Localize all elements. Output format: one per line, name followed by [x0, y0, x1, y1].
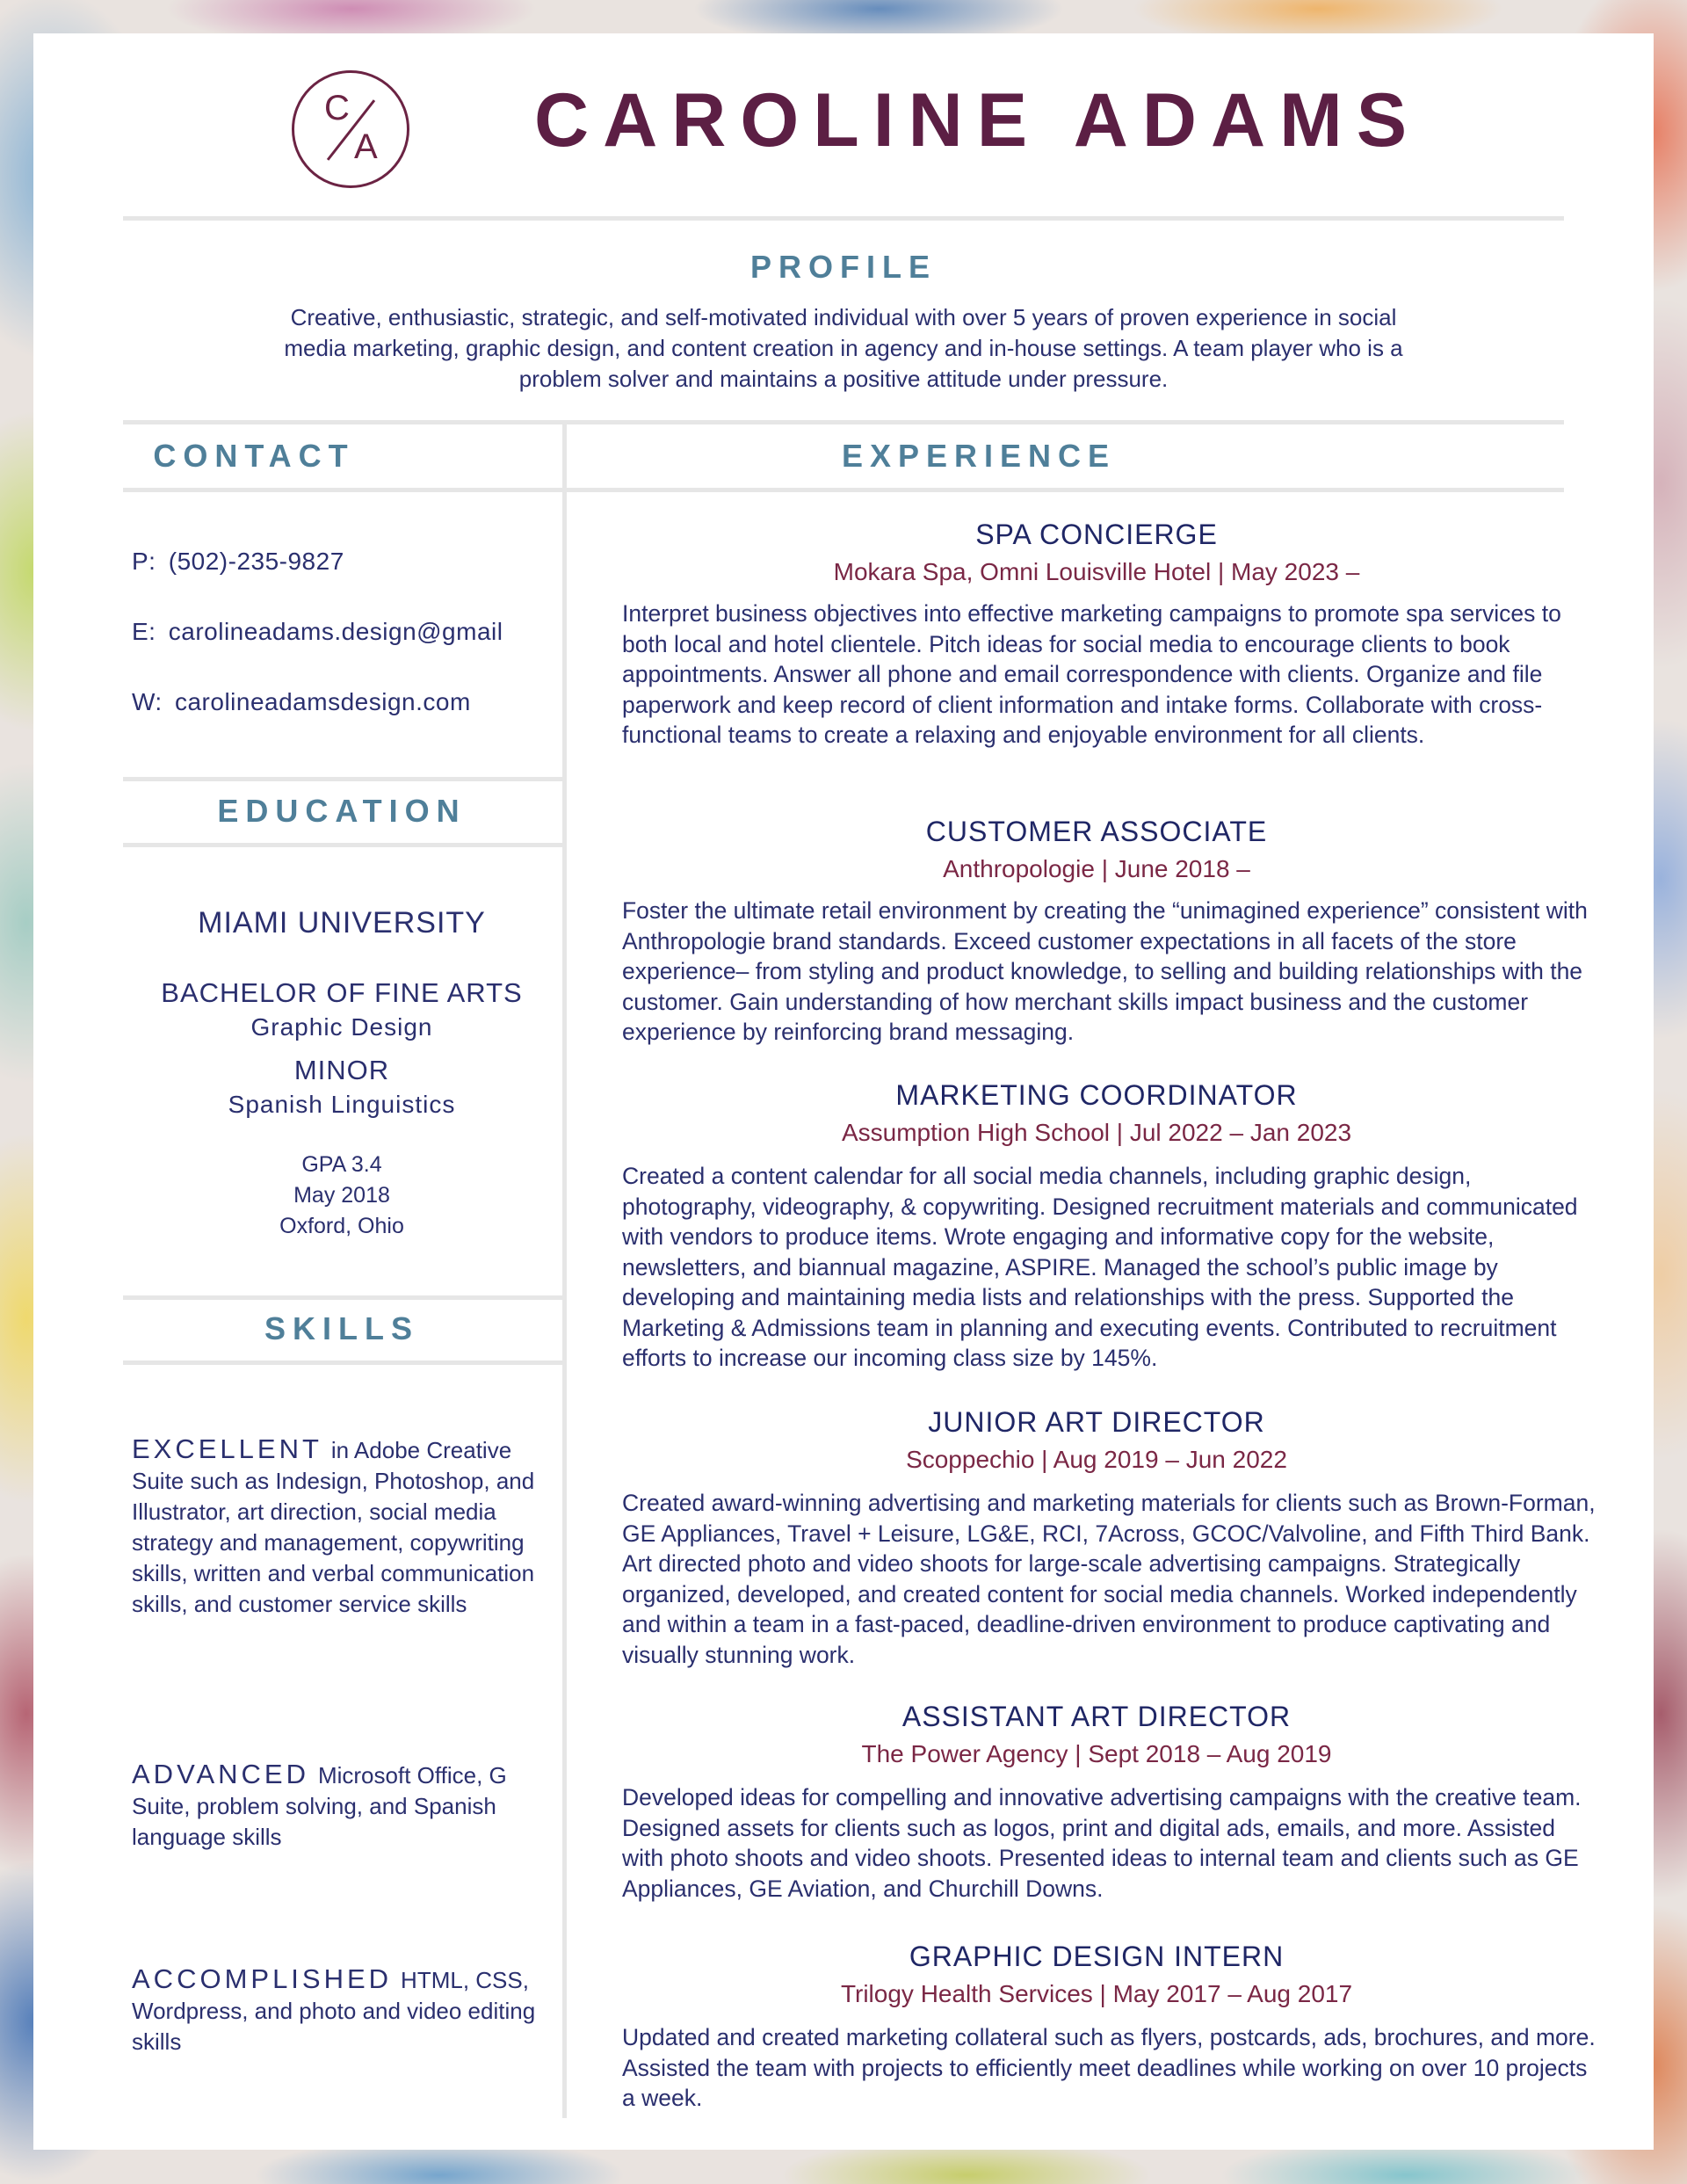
job-meta: Assumption High School | Jul 2022 – Jan 2023: [841, 1119, 1352, 1146]
skill-level: ADVANCED: [132, 1759, 309, 1789]
education-heading: EDUCATION: [217, 793, 467, 829]
job-title: SPA CONCIERGE: [975, 519, 1218, 550]
skills-heading: SKILLS: [264, 1310, 419, 1346]
education-date: May 2018: [293, 1183, 390, 1208]
education-minor-label: MINOR: [293, 1055, 390, 1085]
job-title: ASSISTANT ART DIRECTOR: [901, 1701, 1292, 1732]
profile-text: Creative, enthusiastic, strategic, and self-motivated individual with over 5 years of proven experience in social media marketing, graphic design, and content creation in agency and in-house settings. A team player who is a problem solver and maintains a positive attitude under pressure.: [284, 304, 1403, 392]
skill-item: [132, 1963, 554, 2057]
email-value: carolineadams.design@gmail: [168, 618, 503, 645]
education-school: MIAMI UNIVERSITY: [198, 906, 486, 940]
job-meta: Mokara Spa, Omni Louisville Hotel | May 2023 –: [833, 558, 1360, 585]
job-meta: Scoppechio | Aug 2019 – Jun 2022: [906, 1446, 1287, 1473]
monogram-letter-c: C: [324, 89, 350, 127]
skill-text: in Adobe Creative Suite such as Indesign, Photoshop, and Illustrator, art direction, social media strategy and management, copywriting skills, written and verbal communication skills, and customer service skills: [132, 1437, 535, 1617]
contact-heading: CONTACT: [153, 438, 355, 474]
education-location: Oxford, Ohio: [279, 1214, 404, 1238]
skill-item: [132, 1433, 554, 1620]
job-description: Updated and created marketing collateral such as flyers, postcards, ads, brochures, and more. Assisted the team with projects to efficiently meet deadlines while working on over 10 projects a week.: [622, 2024, 1596, 2111]
skill-text: HTML, CSS, Wordpress, and photo and video editing skills: [132, 1967, 536, 2055]
monogram-logo: [292, 70, 409, 188]
divider: [123, 488, 1564, 492]
education-minor: Spanish Linguistics: [228, 1091, 456, 1118]
profile-heading: PROFILE: [749, 249, 937, 285]
contact-web: [132, 688, 471, 716]
email-label: E:: [132, 618, 156, 645]
contact-email: [132, 618, 503, 646]
web-label: W:: [132, 688, 163, 715]
divider: [123, 420, 1564, 424]
skill-level: EXCELLENT: [132, 1433, 322, 1464]
job-description: Interpret business objectives into effective marketing campaigns to promote spa services to both local and hotel clientele. Pitch ideas for social media to encourage clients to book appointments. Answer all phone and email correspondence with clients. Organize and file paperwork and keep record of client information and intake forms. Collaborate with cross-functional teams to create a relaxing and enjoyable environment for all clients.: [622, 600, 1561, 748]
job-description: Created award-winning advertising and marketing materials for clients such as Brown-Forman, GE Appliances, Travel + Leisure, LG&E, RCI, 7Across, GCOC/Valvoline, and Fifth Third Bank. Art directed photo and video shoots for large-scale advertising campaigns. Strategically organized, developed, and created content for social media channels. Worked independently and within a team in a fast-paced, deadline-driven environment to produce captivating and visually stunning work.: [622, 1490, 1596, 1668]
phone-label: P:: [132, 548, 156, 575]
education-major: Graphic Design: [250, 1013, 433, 1041]
resume-name: CAROLINE ADAMS: [534, 78, 1422, 163]
job-meta: The Power Agency | Sept 2018 – Aug 2019: [861, 1740, 1332, 1767]
divider: [123, 1360, 562, 1365]
job-title: CUSTOMER ASSOCIATE: [925, 816, 1268, 847]
phone-value: (502)-235-9827: [168, 548, 344, 575]
job-title: MARKETING COORDINATOR: [895, 1079, 1298, 1111]
resume-page: [33, 33, 1654, 2150]
web-value: carolineadamsdesign.com: [174, 688, 471, 715]
column-divider: [562, 420, 567, 2118]
education-degree: BACHELOR OF FINE ARTS: [161, 977, 523, 1008]
job-description: Created a content calendar for all social media channels, including graphic design, photography, videography, & copywriting. Designed recruitment materials and communicated with vendors to produce items. Wrote engaging and informative copy for the website, newsletters, and biannual magazine, ASPIRE. Managed the school’s public image by developing and maintaining media lists and relationships with the press. Supported the Marketing & Admissions team in planning and executing events. Contributed to recruitment efforts to increase our incoming class size by 145%.: [622, 1163, 1578, 1371]
job-title: JUNIOR ART DIRECTOR: [928, 1406, 1265, 1438]
experience-heading: EXPERIENCE: [841, 438, 1117, 474]
monogram-letter-a: A: [354, 127, 378, 166]
divider: [123, 777, 562, 781]
job-description: Foster the ultimate retail environment by creating the “unimagined experience” consistent with Anthropologie brand standards. Exceed customer expectations in all facets of the store experience– from styling and product knowledge, to selling and building relationships with the customer. Gain understanding of how merchant skills impact business and the customer experience by reinforcing brand messaging.: [622, 897, 1588, 1045]
divider: [123, 1295, 562, 1300]
skill-level: ACCOMPLISHED: [132, 1963, 393, 1994]
divider: [123, 216, 1564, 221]
divider: [123, 843, 562, 847]
job-meta: Trilogy Health Services | May 2017 – Aug 2017: [840, 1980, 1353, 2007]
job-meta: Anthropologie | June 2018 –: [943, 855, 1250, 882]
education-gpa: GPA 3.4: [301, 1152, 382, 1177]
skill-text: Microsoft Office, G Suite, problem solving, and Spanish language skills: [132, 1762, 507, 1850]
job-title: GRAPHIC DESIGN INTERN: [909, 1941, 1285, 1972]
job-description: Developed ideas for compelling and innovative advertising campaigns with the creative team. Designed assets for clients such as logos, print and digital ads, emails, and more. Assisted with photo shoots and video shoots. Presented ideas to internal team and clients such as GE Appliances, GE Aviation, and Churchill Downs.: [622, 1784, 1582, 1902]
contact-phone: [132, 548, 344, 576]
skill-item: [132, 1759, 554, 1853]
